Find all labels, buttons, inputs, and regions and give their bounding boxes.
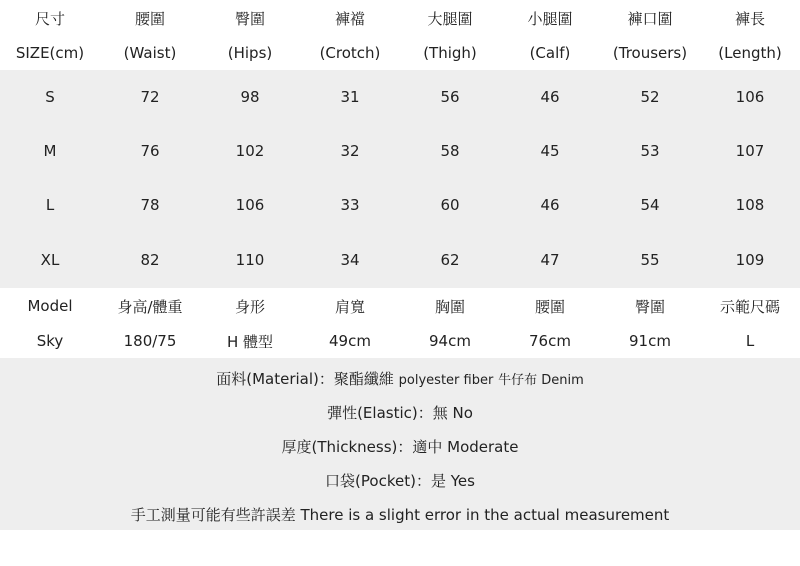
model-size: L — [745, 332, 755, 350]
waist-value: 78 — [140, 196, 160, 214]
calf-value: 45 — [540, 142, 560, 160]
waist-value: 82 — [140, 251, 160, 269]
model-header-height-weight: 身高/體重 — [117, 297, 183, 316]
calf-value: 46 — [540, 196, 560, 214]
table-row — [0, 124, 800, 178]
model-header-row — [0, 288, 800, 324]
model-waist: 76cm — [529, 332, 571, 350]
model-body-type: H 體型 — [226, 332, 274, 351]
size-table-body — [0, 70, 800, 288]
hips-value: 110 — [235, 251, 265, 269]
header-hips-zh: 臀圍 — [234, 9, 265, 28]
thigh-value: 62 — [440, 251, 460, 269]
elastic-note: 彈性(Elastic)：無 No — [327, 404, 473, 422]
thigh-value: 60 — [440, 196, 460, 214]
header-size-en: SIZE(cm) — [15, 44, 85, 62]
size-header-en-row — [0, 36, 800, 70]
hips-value: 102 — [235, 142, 265, 160]
waist-value: 72 — [140, 88, 160, 106]
header-length-en: (Length) — [718, 44, 782, 62]
header-trousers-zh: 褲口圍 — [627, 9, 673, 28]
size-label: XL — [40, 251, 60, 269]
header-size-zh: 尺寸 — [34, 9, 65, 28]
header-calf-en: (Calf) — [529, 44, 571, 62]
length-value: 108 — [735, 196, 765, 214]
size-header-zh-row — [0, 0, 800, 36]
header-trousers-en: (Trousers) — [612, 44, 688, 62]
waist-value: 76 — [140, 142, 160, 160]
trousers-value: 54 — [640, 196, 660, 214]
length-value: 107 — [735, 142, 765, 160]
length-value: 106 — [735, 88, 765, 106]
model-height-weight: 180/75 — [123, 332, 177, 350]
model-header-body-type: 身形 — [234, 297, 265, 316]
crotch-value: 34 — [340, 251, 360, 269]
model-chest: 94cm — [429, 332, 471, 350]
model-hips: 91cm — [629, 332, 671, 350]
size-label: M — [43, 142, 57, 160]
model-header-waist: 腰圍 — [534, 297, 565, 316]
hips-value: 98 — [240, 88, 260, 106]
size-label: L — [45, 196, 55, 214]
crotch-value: 33 — [340, 196, 360, 214]
model-header-name: Model — [27, 297, 73, 315]
crotch-value: 32 — [340, 142, 360, 160]
header-hips-en: (Hips) — [227, 44, 273, 62]
model-header-chest: 胸圍 — [434, 297, 465, 316]
trousers-value: 53 — [640, 142, 660, 160]
fabric-notes — [0, 358, 800, 530]
measurement-disclaimer: 手工測量可能有些許誤差 There is a slight error in the actual measurement — [130, 506, 670, 524]
trousers-value: 55 — [640, 251, 660, 269]
header-thigh-en: (Thigh) — [423, 44, 477, 62]
size-label: S — [45, 88, 55, 106]
model-name: Sky — [36, 332, 64, 350]
trousers-value: 52 — [640, 88, 660, 106]
model-header-size: 示範尺碼 — [719, 297, 780, 316]
header-waist-zh: 腰圍 — [134, 9, 165, 28]
crotch-value: 31 — [340, 88, 360, 106]
thigh-value: 56 — [440, 88, 460, 106]
material-note — [0, 368, 800, 389]
header-crotch-zh: 褲襠 — [334, 9, 365, 28]
material-fiber: polyester fiber — [398, 373, 494, 388]
table-row — [0, 70, 800, 124]
material-label: 面料(Material)：聚酯纖維 — [216, 370, 394, 388]
hips-value: 106 — [235, 196, 265, 214]
header-waist-en: (Waist) — [123, 44, 177, 62]
length-value: 109 — [735, 251, 765, 269]
header-calf-zh: 小腿圍 — [527, 9, 573, 28]
material-denim: 牛仔布 Denim — [498, 373, 584, 388]
thickness-note: 厚度(Thickness)：適中 Moderate — [281, 438, 519, 456]
header-thigh-zh: 大腿圍 — [427, 9, 473, 28]
header-crotch-en: (Crotch) — [319, 44, 381, 62]
model-header-hips: 臀圍 — [634, 297, 665, 316]
header-length-zh: 褲長 — [734, 9, 765, 28]
thigh-value: 58 — [440, 142, 460, 160]
pocket-note: 口袋(Pocket)：是 Yes — [325, 472, 475, 490]
model-header-shoulder: 肩寬 — [334, 297, 365, 316]
model-shoulder: 49cm — [329, 332, 371, 350]
calf-value: 47 — [540, 251, 560, 269]
table-row — [0, 232, 800, 288]
table-row — [0, 178, 800, 232]
model-row — [0, 324, 800, 358]
calf-value: 46 — [540, 88, 560, 106]
